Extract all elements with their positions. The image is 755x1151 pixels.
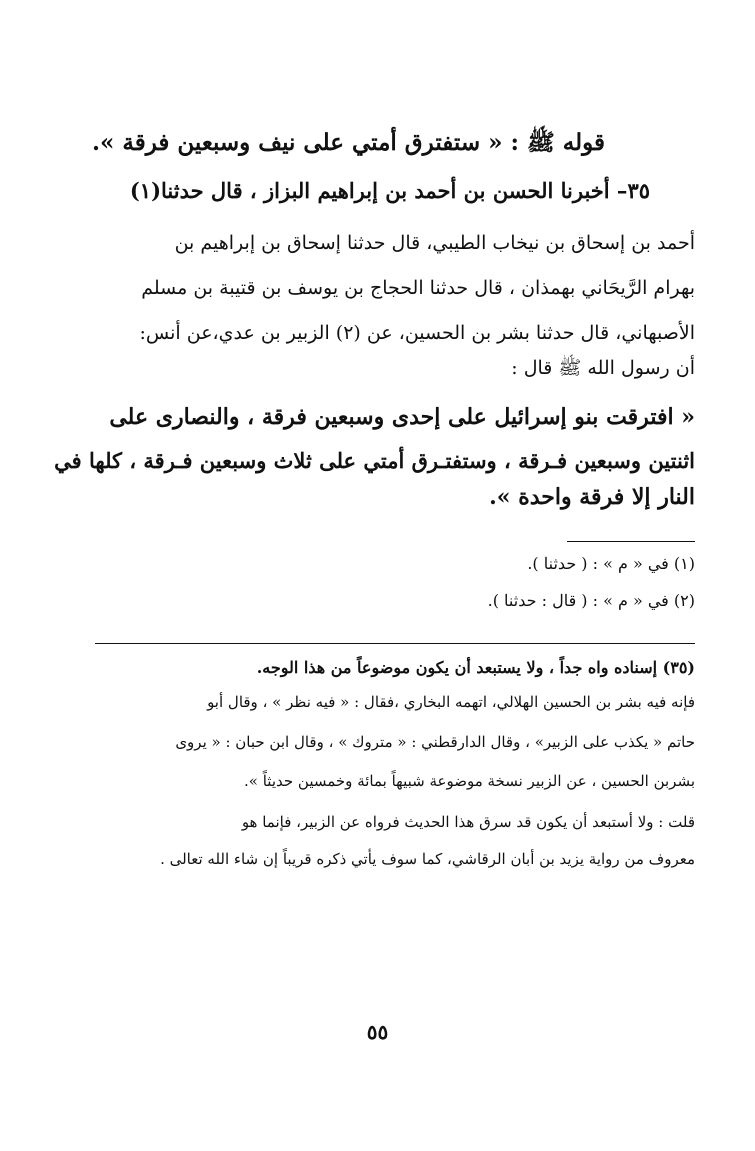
commentary-heading: (٣٥) إسناده واه جداً ، ولا يستبعد أن يكون موضوعاً من هذا الوجه. xyxy=(256,658,695,677)
commentary-line-3: بشربن الحسين ، عن الزبير نسخة موضوعة شبيهاً بمائة وخمسين حديثاً ». xyxy=(244,772,695,790)
isnad-line-3: الأصبهاني، قال حدثنا بشر بن الحسين، عن (٢) الزبير بن عدي،عن أنس: xyxy=(139,322,695,344)
hadith-number-line: ٣٥– أخبرنا الحسن بن أحمد بن إبراهيم البزاز ، قال حدثنا(١) xyxy=(129,178,650,203)
isnad-line-1: أحمد بن إسحاق بن نيخاب الطيبي، قال حدثنا إسحاق بن إبراهيم بن xyxy=(174,232,695,254)
footnote-separator xyxy=(567,541,695,542)
matn-line-1: « افترقت بنو إسرائيل على إحدى وسبعين فرقة ، والنصارى على xyxy=(109,404,695,430)
matn-line-2: اثنتين وسبعين فـرقة ، وستفتـرق أمتي على ثلاث وسبعين فـرقة ، كلها في xyxy=(54,448,695,473)
commentary-separator xyxy=(95,643,695,644)
footnote-1: (١) في « م » : ( حدثنا ). xyxy=(527,554,695,573)
commentary-line-1: فإنه فيه بشر بن الحسين الهلالي، اتهمه البخاري ،فقال : « فيه نظر » ، وقال أبو xyxy=(207,693,695,711)
page-number: ٥٥ xyxy=(366,1020,389,1044)
isnad-line-2: بهرام الرَّيحَاني بهمذان ، قال حدثنا الحجاج بن يوسف بن قتيبة بن مسلم xyxy=(141,277,695,299)
chapter-heading: قوله ﷺ : « ستفترق أمتي على نيف وسبعين فرقة ». xyxy=(92,129,605,156)
commentary-line-4: قلت : ولا أستبعد أن يكون قد سرق هذا الحديث فرواه عن الزبير، فإنما هو xyxy=(241,813,695,831)
commentary-line-5: معروف من رواية يزيد بن أبان الرقاشي، كما سوف يأتي ذكره قريباً إن شاء الله تعالى . xyxy=(160,850,695,868)
footnote-2: (٢) في « م » : ( قال : حدثنا ). xyxy=(487,591,695,610)
matn-line-3: النار إلا فرقة واحدة ». xyxy=(489,484,695,510)
isnad-line-4: أن رسول الله ﷺ قال : xyxy=(511,357,695,379)
commentary-line-2: حاتم « يكذب على الزبير» ، وقال الدارقطني : « متروك » ، وقال ابن حبان : « يروى xyxy=(175,733,695,751)
